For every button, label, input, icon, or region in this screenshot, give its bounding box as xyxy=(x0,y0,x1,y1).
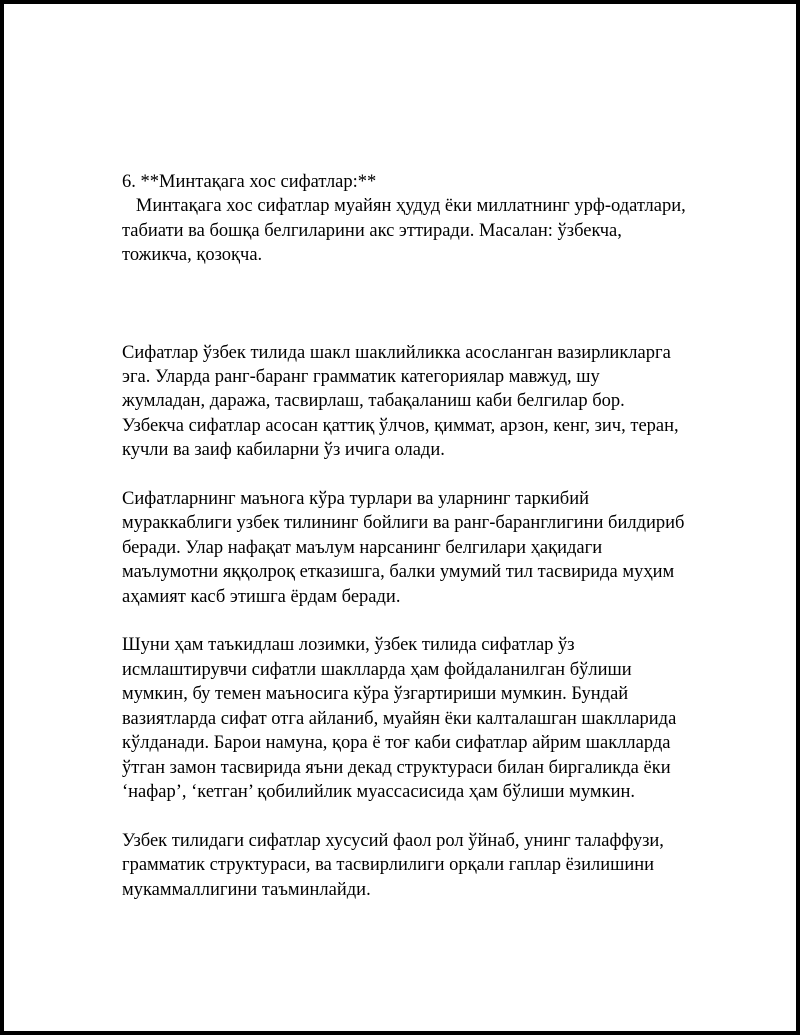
paragraph-3: Шуни ҳам таъкидлаш лозимки, ўзбек тилида сифатлар ўз исмлаштирувчи сифатли шаклларда ҳам фойдаланилган бўлиши мумкин, бу темен маъносига кўра ўзгартириши мумкин. Бундай вазиятларда сифат отга айланиб, муайян ёки калталашган шаклларида кўлданади. Барои намуна, қора ё тоғ каби сифатлар айрим шаклларда ўтган замон тасвирида яъни декад структураси билан биргаликда ёки ‘нафар’, ‘кетган’ қобилийлик муассасисида ҳам бўлиши мумкин. xyxy=(122,635,677,802)
paragraph-4: Узбек тилидаги сифатлар хусусий фаол рол ўйнаб, унинг талаффузи, грамматик структураси, ва тасвирлилиги орқали гаплар ёзилишини мукаммаллигини таъминлайди. xyxy=(122,830,664,900)
paragraph-1: Сифатлар ўзбек тилида шакл шаклийликка асосланган вазирликларга эга. Уларда ранг-баранг грамматик категориялар мавжуд, шу жумладан, даража, тасвирлаш, табақаланиш каби белгилар бор. Узбекча сифатлар асосан қаттиқ ўлчов, қиммат, арзон, кенг, зич, теран, кучли ва заиф кабиларни ўз ичига олади. xyxy=(122,342,679,461)
section-body: Минтақага хос сифатлар муайян ҳудуд ёки миллатнинг урф-одатлари, табиати ва бошқа белгиларини акс эттиради. Масалан: ўзбекча, тожикча, қозоқча. xyxy=(122,196,686,266)
document-body xyxy=(122,121,712,926)
paragraph-2: Сифатларнинг маънога кўра турлари ва уларнинг таркибий мураккаблиги узбек тилининг бойлиги ва ранг-баранглигини билдириб беради. Улар нафақат маълум нарсанинг белгилари ҳақидаги маълумотни яққолроқ етказишга, балки умумий тил тасвирида муҳим аҳамият касб этишга ёрдам беради. xyxy=(122,489,685,607)
section-heading: 6. **Минтақага хос сифатлар:** xyxy=(122,171,377,192)
section-6 xyxy=(122,121,712,316)
